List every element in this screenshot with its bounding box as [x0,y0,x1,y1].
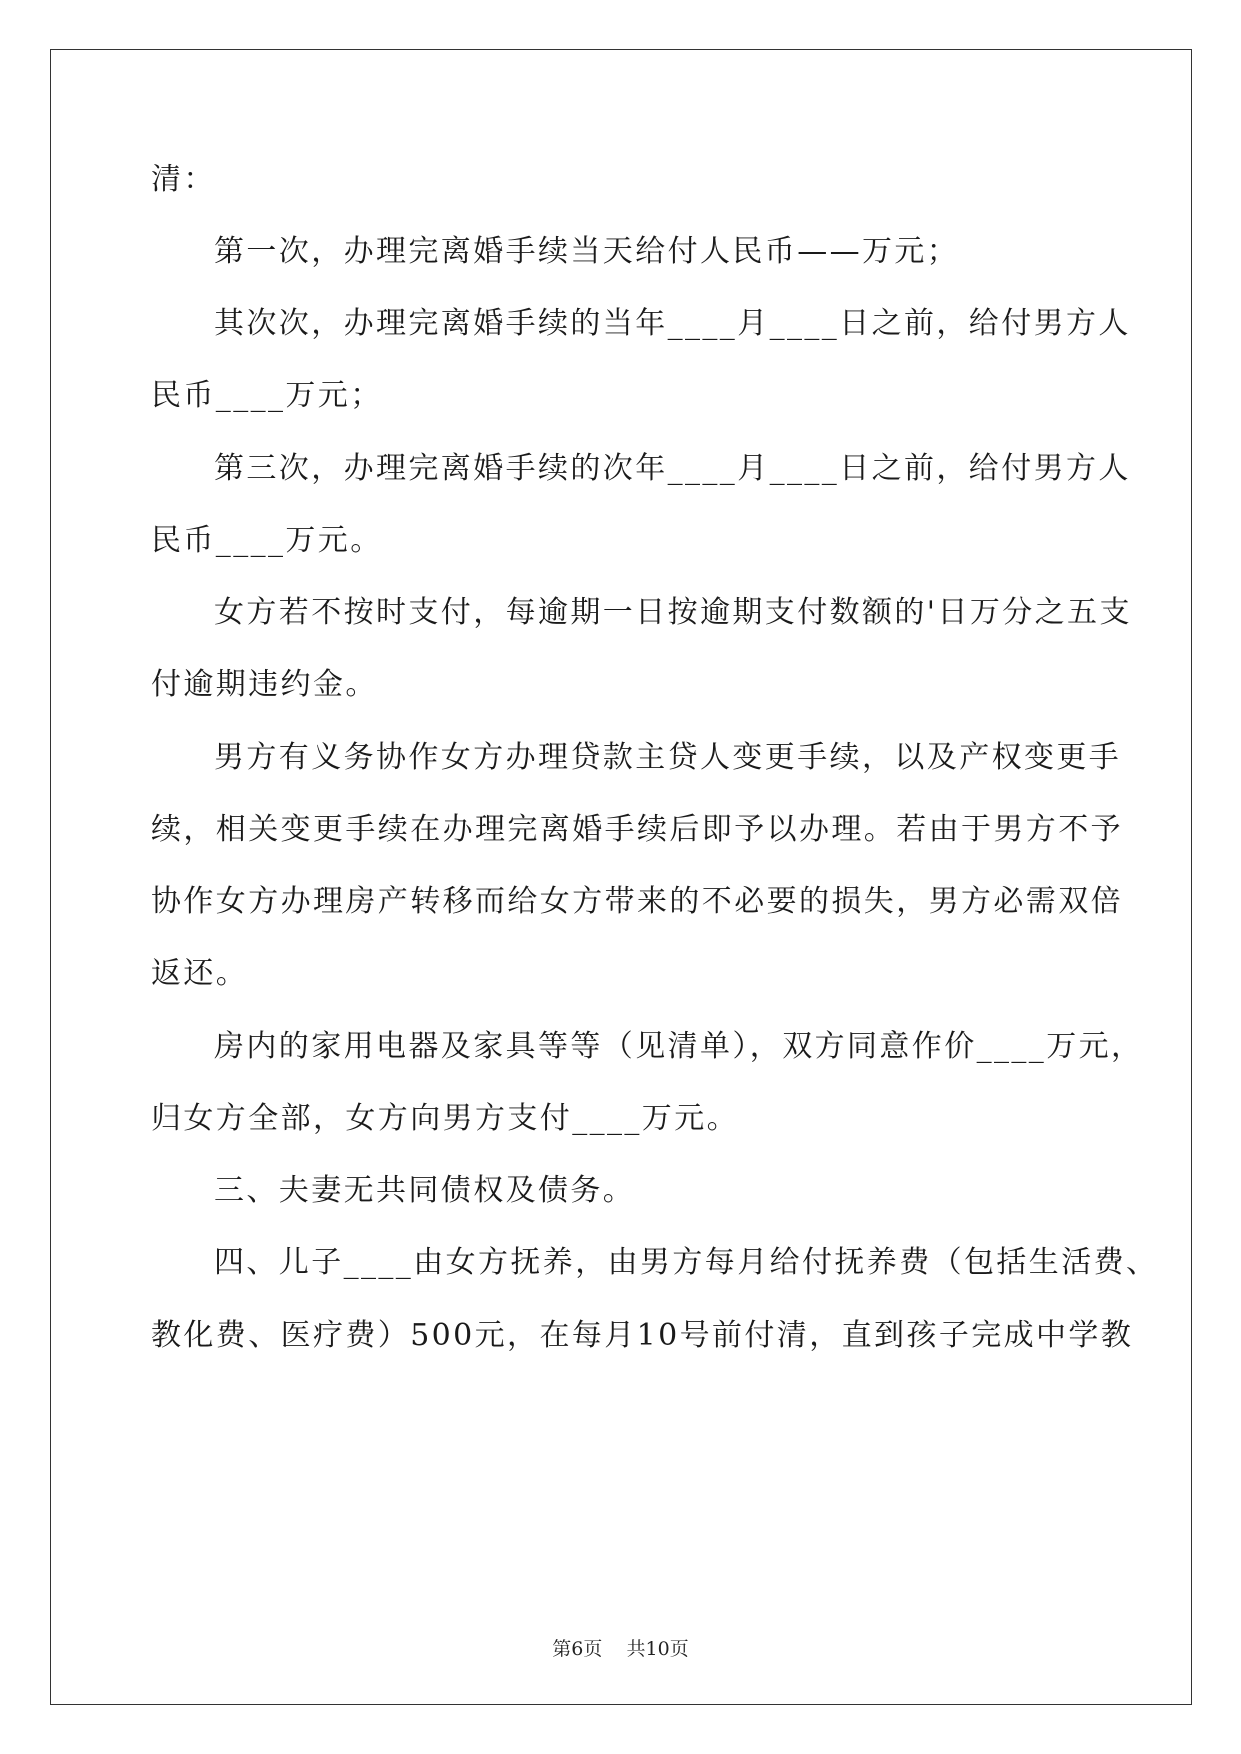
text-line: 其次次，办理完离婚手续的当年____月____日之前，给付男方人 [214,306,1131,341]
text-line: 三、夫妻无共同债权及债务。 [214,1173,636,1208]
page-number-footer: 第6页 共10页 [552,1638,689,1660]
text-line: 协作女方办理房产转移而给女方带来的不必要的损失，男方必需双倍 [151,884,1123,919]
text-line: 教化费、医疗费）500元，在每月10号前付清，直到孩子完成中学教 [151,1318,1134,1353]
text-line: 民币____万元； [151,378,383,413]
text-line: 第三次，办理完离婚手续的次年____月____日之前，给付男方人 [214,451,1131,486]
text-line: 续，相关变更手续在办理完离婚手续后即予以办理。若由于男方不予 [151,812,1123,847]
text-line: 归女方全部，女方向男方支付____万元。 [151,1101,739,1136]
text-line: 清： [151,162,216,197]
text-line: 女方若不按时支付，每逾期一日按逾期支付数额的'日万分之五支 [214,595,1132,630]
text-line: 返还。 [151,956,249,991]
text-line: 男方有义务协作女方办理贷款主贷人变更手续，以及产权变更手 [214,740,1122,775]
text-line: 房内的家用电器及家具等等（见清单），双方同意作价____万元， [214,1029,1144,1064]
text-line: 民币____万元。 [151,523,383,558]
text-line: 四、儿子____由女方抚养，由男方每月给付抚养费（包括生活费、 [214,1245,1159,1280]
page-border [50,49,1192,1705]
text-line: 第一次，办理完离婚手续当天给付人民币——万元； [214,234,960,269]
text-line: 付逾期违约金。 [151,667,378,702]
